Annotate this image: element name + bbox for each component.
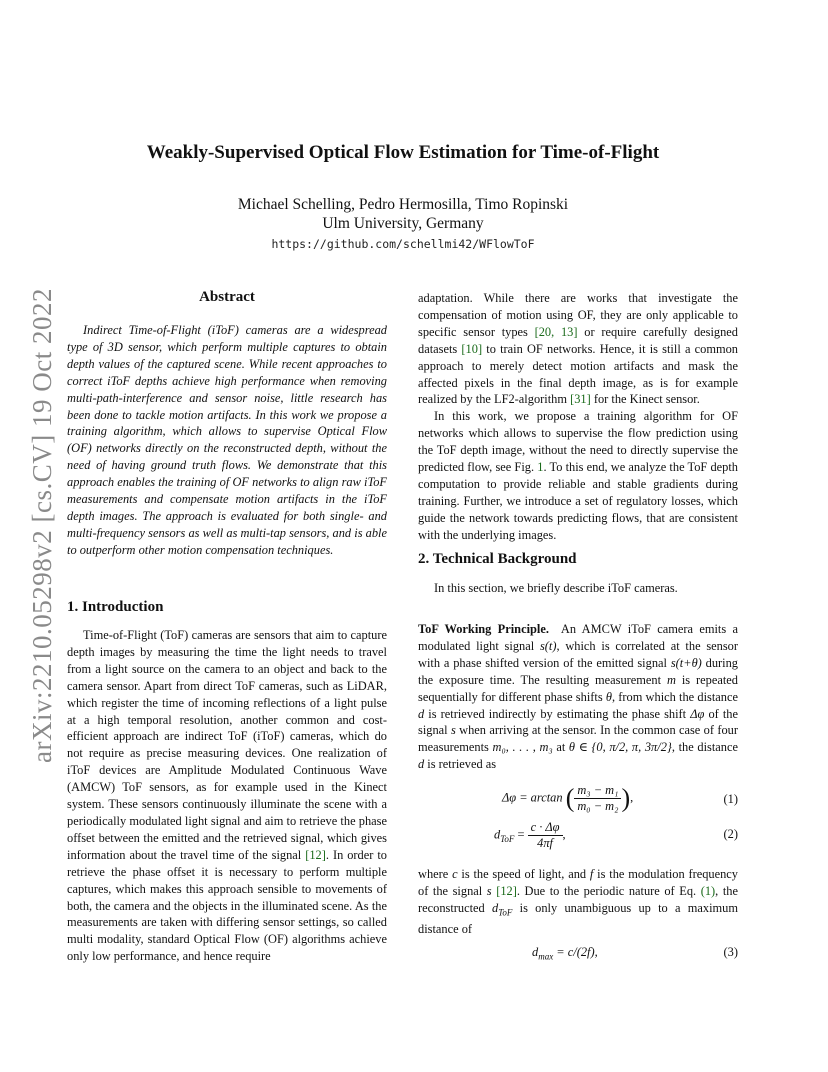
after-equations-body bbox=[418, 866, 738, 938]
affiliation: Ulm University, Germany bbox=[322, 215, 484, 232]
citation-link[interactable]: [12] bbox=[496, 883, 517, 898]
equation-2-number: (2) bbox=[723, 827, 738, 841]
equation-1-expression: Δφ = arctan ( $\frac{\text{m₃ − m₁}}{\text{m₀ − m₂}}$ ), bbox=[502, 783, 634, 813]
equation-2-expression: $d_{ToF}$ = $\frac{c \cdot \Delta\varphi}{4\pi f}$ , bbox=[494, 820, 566, 850]
arxiv-identifier: arXiv:2210.05298v2 [cs.CV] 19 Oct 2022 bbox=[26, 287, 57, 763]
intro-paragraph: Time-of-Flight (ToF) cameras are sensors that aim to capture depth images by measuring the time the light needs to travel from a light source on the camera to an object and back to the camera sensor. Apart from direct ToF cameras, such as LiDAR, which register the time of incoming reflections of a light pulse at a high temporal resolution, another common and cost-efficient approach are indirect ToF (iToF) cameras, which do not require as precise measuring devices. One realization of iToF devices are Amplitude Modulated Continuous Wave (AMCW) ToF sensors, as for example used in the Kinect system. These sensors continuously illuminate the scene with a periodically modulated light signal and aim to retrieve the phase offset between the emitted and the retrieved signal, which gives information about the travel time of the signal [12]. In order to retrieve the phase offset it is necessary to perform multiple captures, which makes this approach sensible to movements of both, the camera and the objects in the illuminated scene. As the measurements are taken with differing sensor settings, so called multi modality, standard Optical Flow (OF) algorithms achieve only low performance, and hence require bbox=[67, 628, 387, 964]
background-intro-text: In this section, we briefly describe iToF cameras. bbox=[434, 581, 678, 595]
citation-link[interactable]: [20, 13] bbox=[534, 324, 578, 339]
figure-link[interactable]: 1 bbox=[537, 460, 544, 475]
abstract-text: Indirect Time-of-Flight (iToF) cameras are a widespread type of 3D sensor, which perform multiple captures to obtain depth values of the captured scene. While recent approaches to correct iToF depths achieve high performance when removing multi-path-interference and sensor noise, little research has been done to tackle motion artifacts. In this work we propose a training algorithm, which allows to supervise Optical Flow (OF) networks directly on the reconstructed depth, without the need of having ground truth flows. We demonstrate that this approach enables the training of OF networks to align raw iToF measurements and compensate motion artifacts in the iToF depth images. The approach is evaluated for both single- and multi-frequency sensors as well as multi-tap sensors, and is able to outperform other motion compensation techniques. bbox=[67, 323, 387, 557]
equation-1 bbox=[418, 783, 738, 813]
abstract-heading: Abstract bbox=[199, 289, 255, 305]
intro-body bbox=[67, 627, 387, 965]
principle-body bbox=[418, 621, 738, 773]
principle-paragraph: ToF Working Principle. An AMCW iToF camera emits a modulated light signal s(t), which is correlated at the sensor with a phase shifted version of the emitted signal s(t+θ) during the exposure time. The resulting measurement m is repeated sequentially for different phase shifts θ, from which the distance d is retrieved indirectly by estimating the phase shift Δφ of the signal s when arriving at the sensor. In the common case of four measurements m₀, . . . , m₃ at θ ∈ {0, π/2, π, 3π/2}, the distance d is retrieved as bbox=[418, 622, 739, 772]
intro-heading: 1. Introduction bbox=[67, 599, 164, 615]
author-list: Michael Schelling, Pedro Hermosilla, Timo Ropinski bbox=[237, 196, 569, 213]
intro-paragraph-cont: adaptation. While there are works that investigate the compensation of motion using OF, they are only applicable to specific sensor types [20, 13] or require carefully designed datasets [10] to train OF networks. Hence, it is still a common approach to merely detect motion artifacts and mask the affected pixels in the final depth image, as is for example realized by the LF2-algorithm [31] for the Kinect sensor. bbox=[418, 291, 738, 407]
equation-2 bbox=[418, 820, 738, 850]
contribution-paragraph: In this work, we propose a training algorithm for OF networks which allows to supervise the flow prediction using the ToF depth image, without the need to directly supervise the predicted flow, see Fig. 1. To this end, we analyze the ToF depth computation to provide reliable and stable gradients during training. Further, we introduce a set of regulatory losses, which guide the network towards predicting flows, that are consistent with the underlying images. bbox=[418, 409, 738, 542]
equation-3-expression: $d_{max} = c/(2f)$, bbox=[532, 945, 598, 962]
citation-link[interactable]: [12] bbox=[305, 847, 326, 862]
background-heading: 2. Technical Background bbox=[418, 551, 577, 567]
equation-link[interactable]: (1) bbox=[700, 883, 716, 898]
equation-1-number: (1) bbox=[723, 792, 738, 806]
equation-3 bbox=[418, 945, 738, 975]
principle-run-in-heading: ToF Working Principle. bbox=[418, 622, 549, 636]
right-column-intro bbox=[418, 290, 738, 544]
equation-1-fraction: $\frac{\text{m₃ − m₁}}{\text{m₀ − m₂}}$ bbox=[574, 783, 621, 814]
code-url[interactable]: https://github.com/schellmi42/WFlowToF bbox=[271, 237, 535, 251]
citation-link[interactable]: [10] bbox=[461, 341, 483, 356]
paper-title: Weakly-Supervised Optical Flow Estimation for Time-of-Flight bbox=[146, 142, 660, 163]
background-intro bbox=[418, 580, 738, 597]
after-equations-paragraph: where c is the speed of light, and f is the modulation frequency of the signal s [12]. Due to the periodic nature of Eq. (1), the reconstructed $d_{ToF}$ is only unambiguous up to a maximum distance of bbox=[418, 867, 738, 937]
equation-2-fraction: $\frac{c \cdot \Delta\varphi}{4\pi f}$ bbox=[528, 820, 563, 851]
citation-link[interactable]: [31] bbox=[570, 392, 591, 407]
equation-3-number: (3) bbox=[723, 945, 738, 959]
abstract-body bbox=[67, 322, 387, 559]
